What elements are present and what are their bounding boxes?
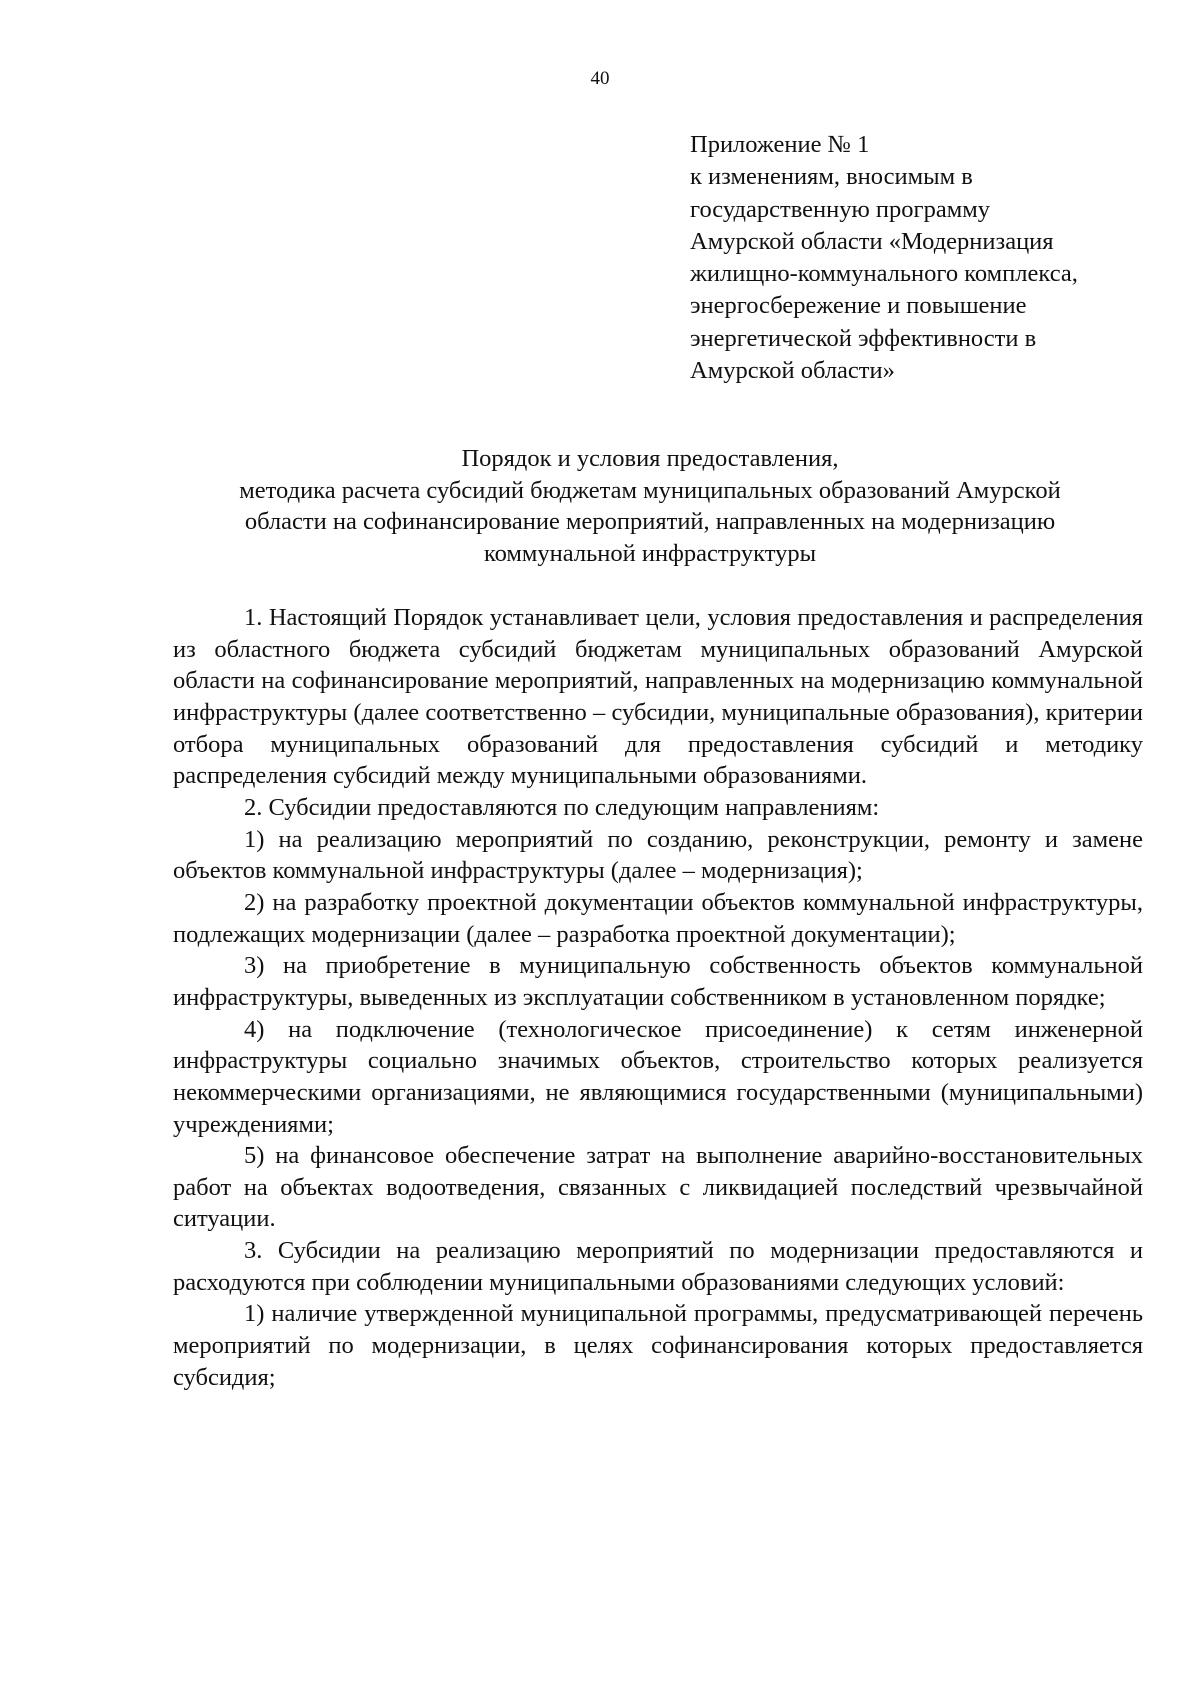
- paragraph-2-item-2: 2) на разработку проектной документации объектов коммунальной инфраструктуры, подлежащих модернизации (далее – разработка проектной документации);: [173, 888, 1143, 948]
- paragraph-3-item-1: 1) наличие утвержденной муниципальной программы, предусматривающей перечень мероприятий по модернизации, в целях софинансирования которых предоставляется субсидия;: [173, 1300, 1143, 1391]
- title-line: коммунальной инфраструктуры: [483, 539, 817, 567]
- page-number: 40: [590, 68, 610, 89]
- paragraph-2-item-1: 1) на реализацию мероприятий по созданию, реконструкции, ремонту и замене объектов коммунальной инфраструктуры (далее – модернизация);: [173, 825, 1143, 885]
- annex-line: к изменениям, вносимым в: [690, 163, 973, 191]
- annex-line: Амурской области «Модернизация: [690, 227, 1054, 255]
- annex-header: [690, 129, 1170, 387]
- paragraph-2-item-3: 3) на приобретение в муниципальную собственность объектов коммунальной инфраструктуры, выведенных из эксплуатации собственником в установленном порядке;: [173, 952, 1143, 1011]
- paragraph-3: 3. Субсидии на реализацию мероприятий по модернизации предоставляются и расходуются при соблюдении муниципальными образованиями следующих условий:: [173, 1237, 1143, 1296]
- paragraph-2-item-4: 4) на подключение (технологическое присоединение) к сетям инженерной инфраструктуры социально значимых объектов, строительство которых реализуется некоммерческими организациями, не являющимися государственными (муниципальными) учреждениями;: [173, 1015, 1143, 1138]
- title-line: методика расчета субсидий бюджетам муниципальных образований Амурской: [239, 476, 1061, 504]
- paragraph-2-item-5: 5) на финансовое обеспечение затрат на выполнение аварийно-восстановительных работ на объектах водоотведения, связанных с ликвидацией последствий чрезвычайной ситуации.: [173, 1142, 1143, 1233]
- annex-line: энергосбережение и повышение: [690, 292, 1027, 320]
- annex-line: государственную программу: [690, 195, 990, 223]
- paragraph-2: 2. Субсидии предоставляются по следующим направлениям:: [244, 793, 880, 821]
- title-line: области на софинансирование мероприятий, направленных на модернизацию: [244, 508, 1056, 535]
- document-body: [173, 602, 1143, 1393]
- annex-line: Приложение № 1: [690, 131, 870, 158]
- annex-line: энергетической эффективности в: [690, 324, 1037, 352]
- title-line: Порядок и условия предоставления,: [461, 445, 839, 472]
- document-title: [150, 443, 1150, 569]
- annex-line: жилищно-коммунального комплекса,: [690, 260, 1078, 288]
- annex-line: Амурской области»: [690, 357, 895, 385]
- paragraph-1: 1. Настоящий Порядок устанавливает цели, условия предоставления и распределения из областного бюджета субсидий бюджетам муниципальных образований Амурской области на софинансирование мероприятий, направленных на модернизацию коммунальной инфраструктуры (далее соответственно – субсидии, муниципальные образования), критерии отбора муниципальных образований для предоставления субсидий и методику распределения субсидий между муниципальными образованиями.: [173, 604, 1143, 790]
